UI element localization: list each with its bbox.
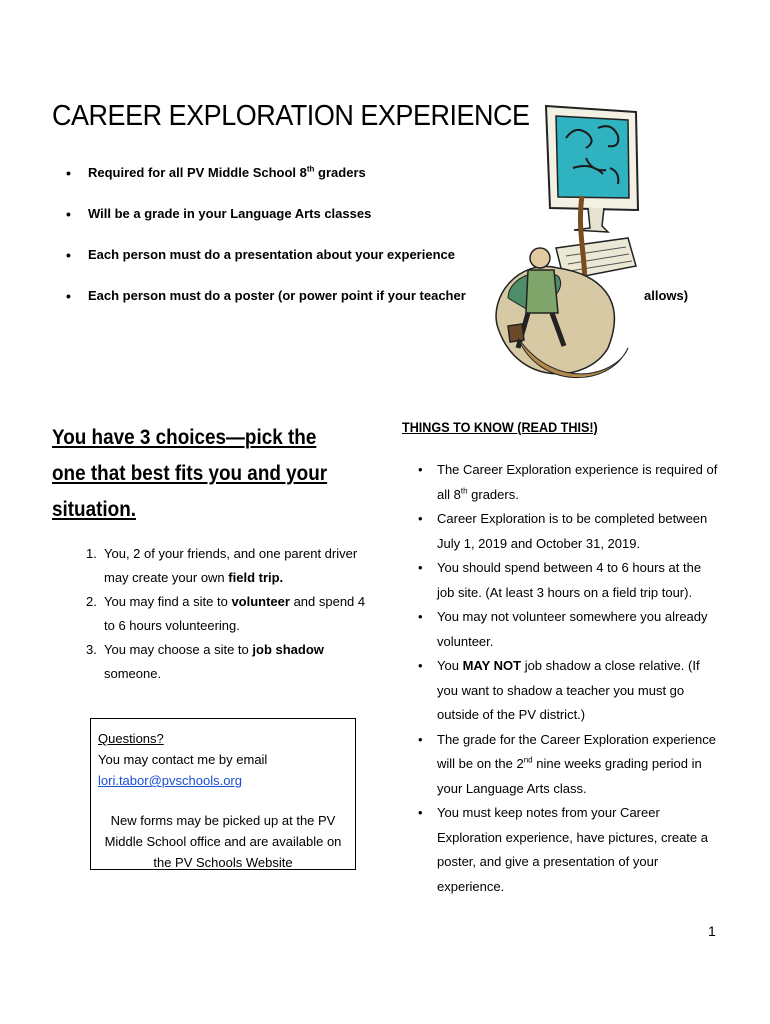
questions-box	[90, 718, 356, 870]
list-item: • You must keep notes from your Career Exploration experience, have pictures, create a poster, and give a presentation of your experience.	[418, 801, 718, 899]
list-item: • Required for all PV Middle School 8th graders	[66, 165, 466, 206]
list-item: • The Career Exploration experience is required of all 8th graders.	[418, 458, 718, 507]
list-item: • You MAY NOT job shadow a close relative. (If you want to shadow a teacher you must go outside of the PV district.)	[418, 654, 718, 728]
list-item: • Career Exploration is to be completed between July 1, 2019 and October 31, 2019.	[418, 507, 718, 556]
list-item: • Will be a grade in your Language Arts classes	[66, 206, 466, 247]
computer-tree-clipart-icon	[478, 98, 648, 398]
list-item: 3. You may choose a site to job shadow someone.	[86, 642, 324, 681]
things-list	[418, 458, 718, 899]
list-item: • The grade for the Career Exploration experience will be on the 2nd nine weeks grading period in your Language Arts class.	[418, 728, 718, 802]
forms-note: New forms may be picked up at the PV Middle School office and are available on the PV Schools Website	[104, 813, 342, 870]
list-item: • You may not volunteer somewhere you already volunteer.	[418, 605, 718, 654]
list-item: 1. You, 2 of your friends, and one parent driver may create your own field trip.	[86, 546, 358, 585]
list-item: • Each person must do a poster (or power point if your teacher allows)	[66, 288, 466, 329]
list-item: • Each person must do a presentation about your experience	[66, 247, 466, 288]
page-title: CAREER EXPLORATION EXPERIENCE	[52, 100, 530, 132]
contact-text: You may contact me by email	[98, 752, 268, 767]
email-link[interactable]: lori.tabor@pvschools.org	[98, 773, 242, 788]
choices-heading: You have 3 choices—pick the one that best fits you and your situation.	[52, 426, 328, 521]
choices-list	[86, 542, 376, 686]
things-heading: THINGS TO KNOW (READ THIS!)	[402, 419, 598, 435]
page-number: 1	[708, 923, 716, 939]
questions-heading: Questions?	[98, 731, 164, 746]
requirements-list	[66, 164, 689, 329]
list-item: 2. You may find a site to volunteer and spend 4 to 6 hours volunteering.	[86, 594, 366, 633]
list-item: • You should spend between 4 to 6 hours at the job site. (At least 3 hours on a field trip tour).	[418, 556, 718, 605]
